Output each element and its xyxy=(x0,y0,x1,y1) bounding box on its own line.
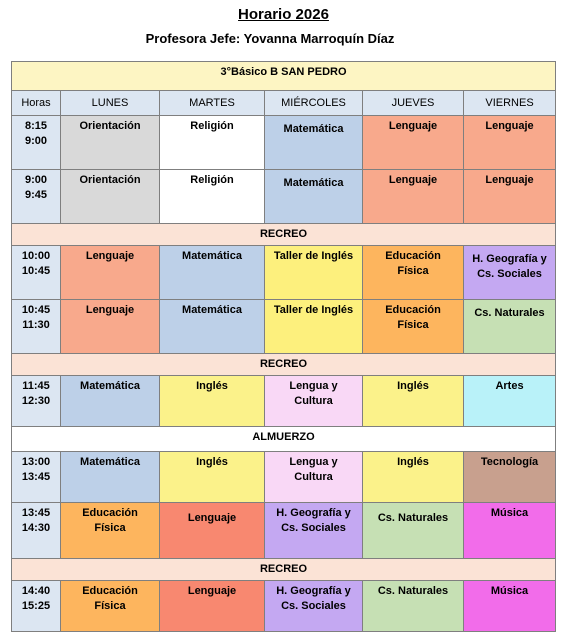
subject-name: Tecnología xyxy=(480,456,539,468)
subject-cell xyxy=(265,116,363,170)
time-start: 10:00 xyxy=(21,250,51,262)
column-header-monday: LUNES xyxy=(61,91,160,116)
subject-name: Inglés xyxy=(397,456,429,468)
time-start: 13:45 xyxy=(21,507,51,519)
page-title: Horario 2026 xyxy=(238,6,329,23)
subject-cell xyxy=(464,376,556,427)
subject-cell xyxy=(464,170,556,224)
time-start: 8:15 xyxy=(24,120,48,132)
subject-cell xyxy=(61,170,160,224)
schedule-row xyxy=(12,503,556,559)
subject-cell xyxy=(160,581,265,632)
schedule-row xyxy=(12,116,556,170)
column-header-thursday: JUEVES xyxy=(363,91,464,116)
subject-name-line2: Cs. Sociales xyxy=(477,268,542,280)
subject-cell xyxy=(464,581,556,632)
subject-name: Inglés xyxy=(196,456,228,468)
subject-name: Educación xyxy=(385,304,441,316)
subject-name: Cs. Naturales xyxy=(377,512,449,524)
subject-cell xyxy=(265,503,363,559)
time-end: 9:00 xyxy=(24,135,48,147)
subject-cell xyxy=(265,300,363,354)
subject-cell xyxy=(160,246,265,300)
column-header-wednesday: MIÉRCOLES xyxy=(265,91,363,116)
subject-name: Lenguaje xyxy=(388,120,438,132)
time-end: 9:45 xyxy=(24,189,48,201)
subject-cell xyxy=(160,116,265,170)
subject-name: Lenguaje xyxy=(485,120,534,132)
schedule-row xyxy=(12,300,556,354)
schedule-table xyxy=(11,61,556,632)
column-header-friday: VIERNES xyxy=(464,91,556,116)
time-end: 11:30 xyxy=(22,319,50,331)
subject-name-line2: Cs. Sociales xyxy=(281,522,346,534)
subject-cell xyxy=(160,300,265,354)
subject-name: Inglés xyxy=(397,380,429,392)
subject-name: Artes xyxy=(495,380,524,392)
time-cell xyxy=(12,246,61,300)
subject-name: Matemática xyxy=(182,304,242,316)
time-start: 14:40 xyxy=(21,585,51,597)
break-row-recreo: RECREO xyxy=(12,559,556,581)
subject-name-line2: Física xyxy=(397,319,429,331)
subject-name: Matemática xyxy=(80,380,140,392)
subject-name: Inglés xyxy=(196,380,228,392)
subject-name-line2: Cultura xyxy=(294,471,333,483)
schedule-row xyxy=(12,581,556,632)
subject-name: Lenguaje xyxy=(485,174,534,186)
subject-name: Lenguaje xyxy=(187,585,237,597)
schedule-row xyxy=(12,376,556,427)
break-row-recreo: RECREO xyxy=(12,354,556,376)
subject-cell xyxy=(61,246,160,300)
subject-name-line2: Cultura xyxy=(294,395,333,407)
subject-name: Educación xyxy=(82,507,138,519)
subject-name: H. Geografía y xyxy=(276,507,351,519)
subject-cell xyxy=(464,503,556,559)
subject-cell xyxy=(160,503,265,559)
subject-cell xyxy=(363,376,464,427)
schedule-row xyxy=(12,246,556,300)
subject-cell xyxy=(265,376,363,427)
subject-cell xyxy=(265,170,363,224)
subject-name: Orientación xyxy=(79,120,141,132)
subject-name: Lenguaje xyxy=(85,304,135,316)
subject-name: H. Geografía y xyxy=(472,253,547,265)
subject-name: H. Geografía y xyxy=(276,585,351,597)
subject-name-line2: Física xyxy=(94,522,126,534)
subject-name-line2: Cs. Sociales xyxy=(281,600,346,612)
subject-name: Religión xyxy=(190,120,234,132)
subject-cell xyxy=(160,452,265,503)
time-cell xyxy=(12,503,61,559)
time-start: 10:45 xyxy=(21,304,51,316)
subject-cell xyxy=(363,300,464,354)
subject-cell xyxy=(61,376,160,427)
subject-cell xyxy=(61,581,160,632)
time-start: 9:00 xyxy=(24,174,48,186)
subject-name: Lenguaje xyxy=(85,250,135,262)
subject-cell xyxy=(464,246,556,300)
course-title: 3°Básico B SAN PEDRO xyxy=(12,62,556,91)
subject-name: Lengua y xyxy=(289,380,338,392)
subject-cell xyxy=(265,452,363,503)
subject-cell xyxy=(363,170,464,224)
subject-cell xyxy=(61,503,160,559)
subject-name: Religión xyxy=(190,174,234,186)
subject-cell xyxy=(61,300,160,354)
time-cell xyxy=(12,452,61,503)
subject-cell xyxy=(363,246,464,300)
time-cell xyxy=(12,116,61,170)
page-subtitle: Profesora Jefe: Yovanna Marroquín Díaz xyxy=(145,31,395,46)
subject-cell xyxy=(160,170,265,224)
subject-name: Educación xyxy=(82,585,138,597)
subject-cell xyxy=(265,246,363,300)
subject-name: Música xyxy=(490,507,529,519)
time-cell xyxy=(12,170,61,224)
time-end: 10:45 xyxy=(21,265,51,277)
subject-name: Matemática xyxy=(80,456,140,468)
subject-cell xyxy=(464,300,556,354)
subject-cell xyxy=(160,376,265,427)
break-row-almuerzo: ALMUERZO xyxy=(12,427,556,452)
subject-cell xyxy=(61,452,160,503)
subject-name: Matemática xyxy=(283,123,344,135)
subject-name: Música xyxy=(490,585,529,597)
subject-name: Taller de Inglés xyxy=(273,250,354,262)
subject-cell xyxy=(464,116,556,170)
subject-name-line2: Física xyxy=(397,265,429,277)
time-cell xyxy=(12,300,61,354)
subject-name: Lengua y xyxy=(289,456,338,468)
subject-cell xyxy=(61,116,160,170)
subject-cell xyxy=(363,581,464,632)
time-start: 11:45 xyxy=(22,380,50,392)
time-end: 14:30 xyxy=(21,522,51,534)
subject-cell xyxy=(363,452,464,503)
column-header-hours: Horas xyxy=(12,91,61,116)
subject-name: Matemática xyxy=(283,177,344,189)
subject-cell xyxy=(464,452,556,503)
column-header-row xyxy=(12,91,556,116)
subject-name: Educación xyxy=(385,250,441,262)
subject-name: Matemática xyxy=(182,250,242,262)
schedule-row xyxy=(12,452,556,503)
time-cell xyxy=(12,376,61,427)
subject-cell xyxy=(265,581,363,632)
subject-name: Lenguaje xyxy=(187,512,237,524)
schedule-row xyxy=(12,170,556,224)
subject-name: Orientación xyxy=(79,174,141,186)
subject-cell xyxy=(363,503,464,559)
subject-name: Cs. Naturales xyxy=(474,307,545,319)
subject-name-line2: Física xyxy=(94,600,126,612)
time-end: 15:25 xyxy=(21,600,51,612)
break-row-recreo: RECREO xyxy=(12,224,556,246)
subject-name: Lenguaje xyxy=(388,174,438,186)
time-end: 12:30 xyxy=(21,395,51,407)
time-end: 13:45 xyxy=(21,471,51,483)
subject-cell xyxy=(363,116,464,170)
time-start: 13:00 xyxy=(21,456,51,468)
time-cell xyxy=(12,581,61,632)
subject-name: Taller de Inglés xyxy=(273,304,354,316)
subject-name: Cs. Naturales xyxy=(377,585,449,597)
column-header-tuesday: MARTES xyxy=(160,91,265,116)
